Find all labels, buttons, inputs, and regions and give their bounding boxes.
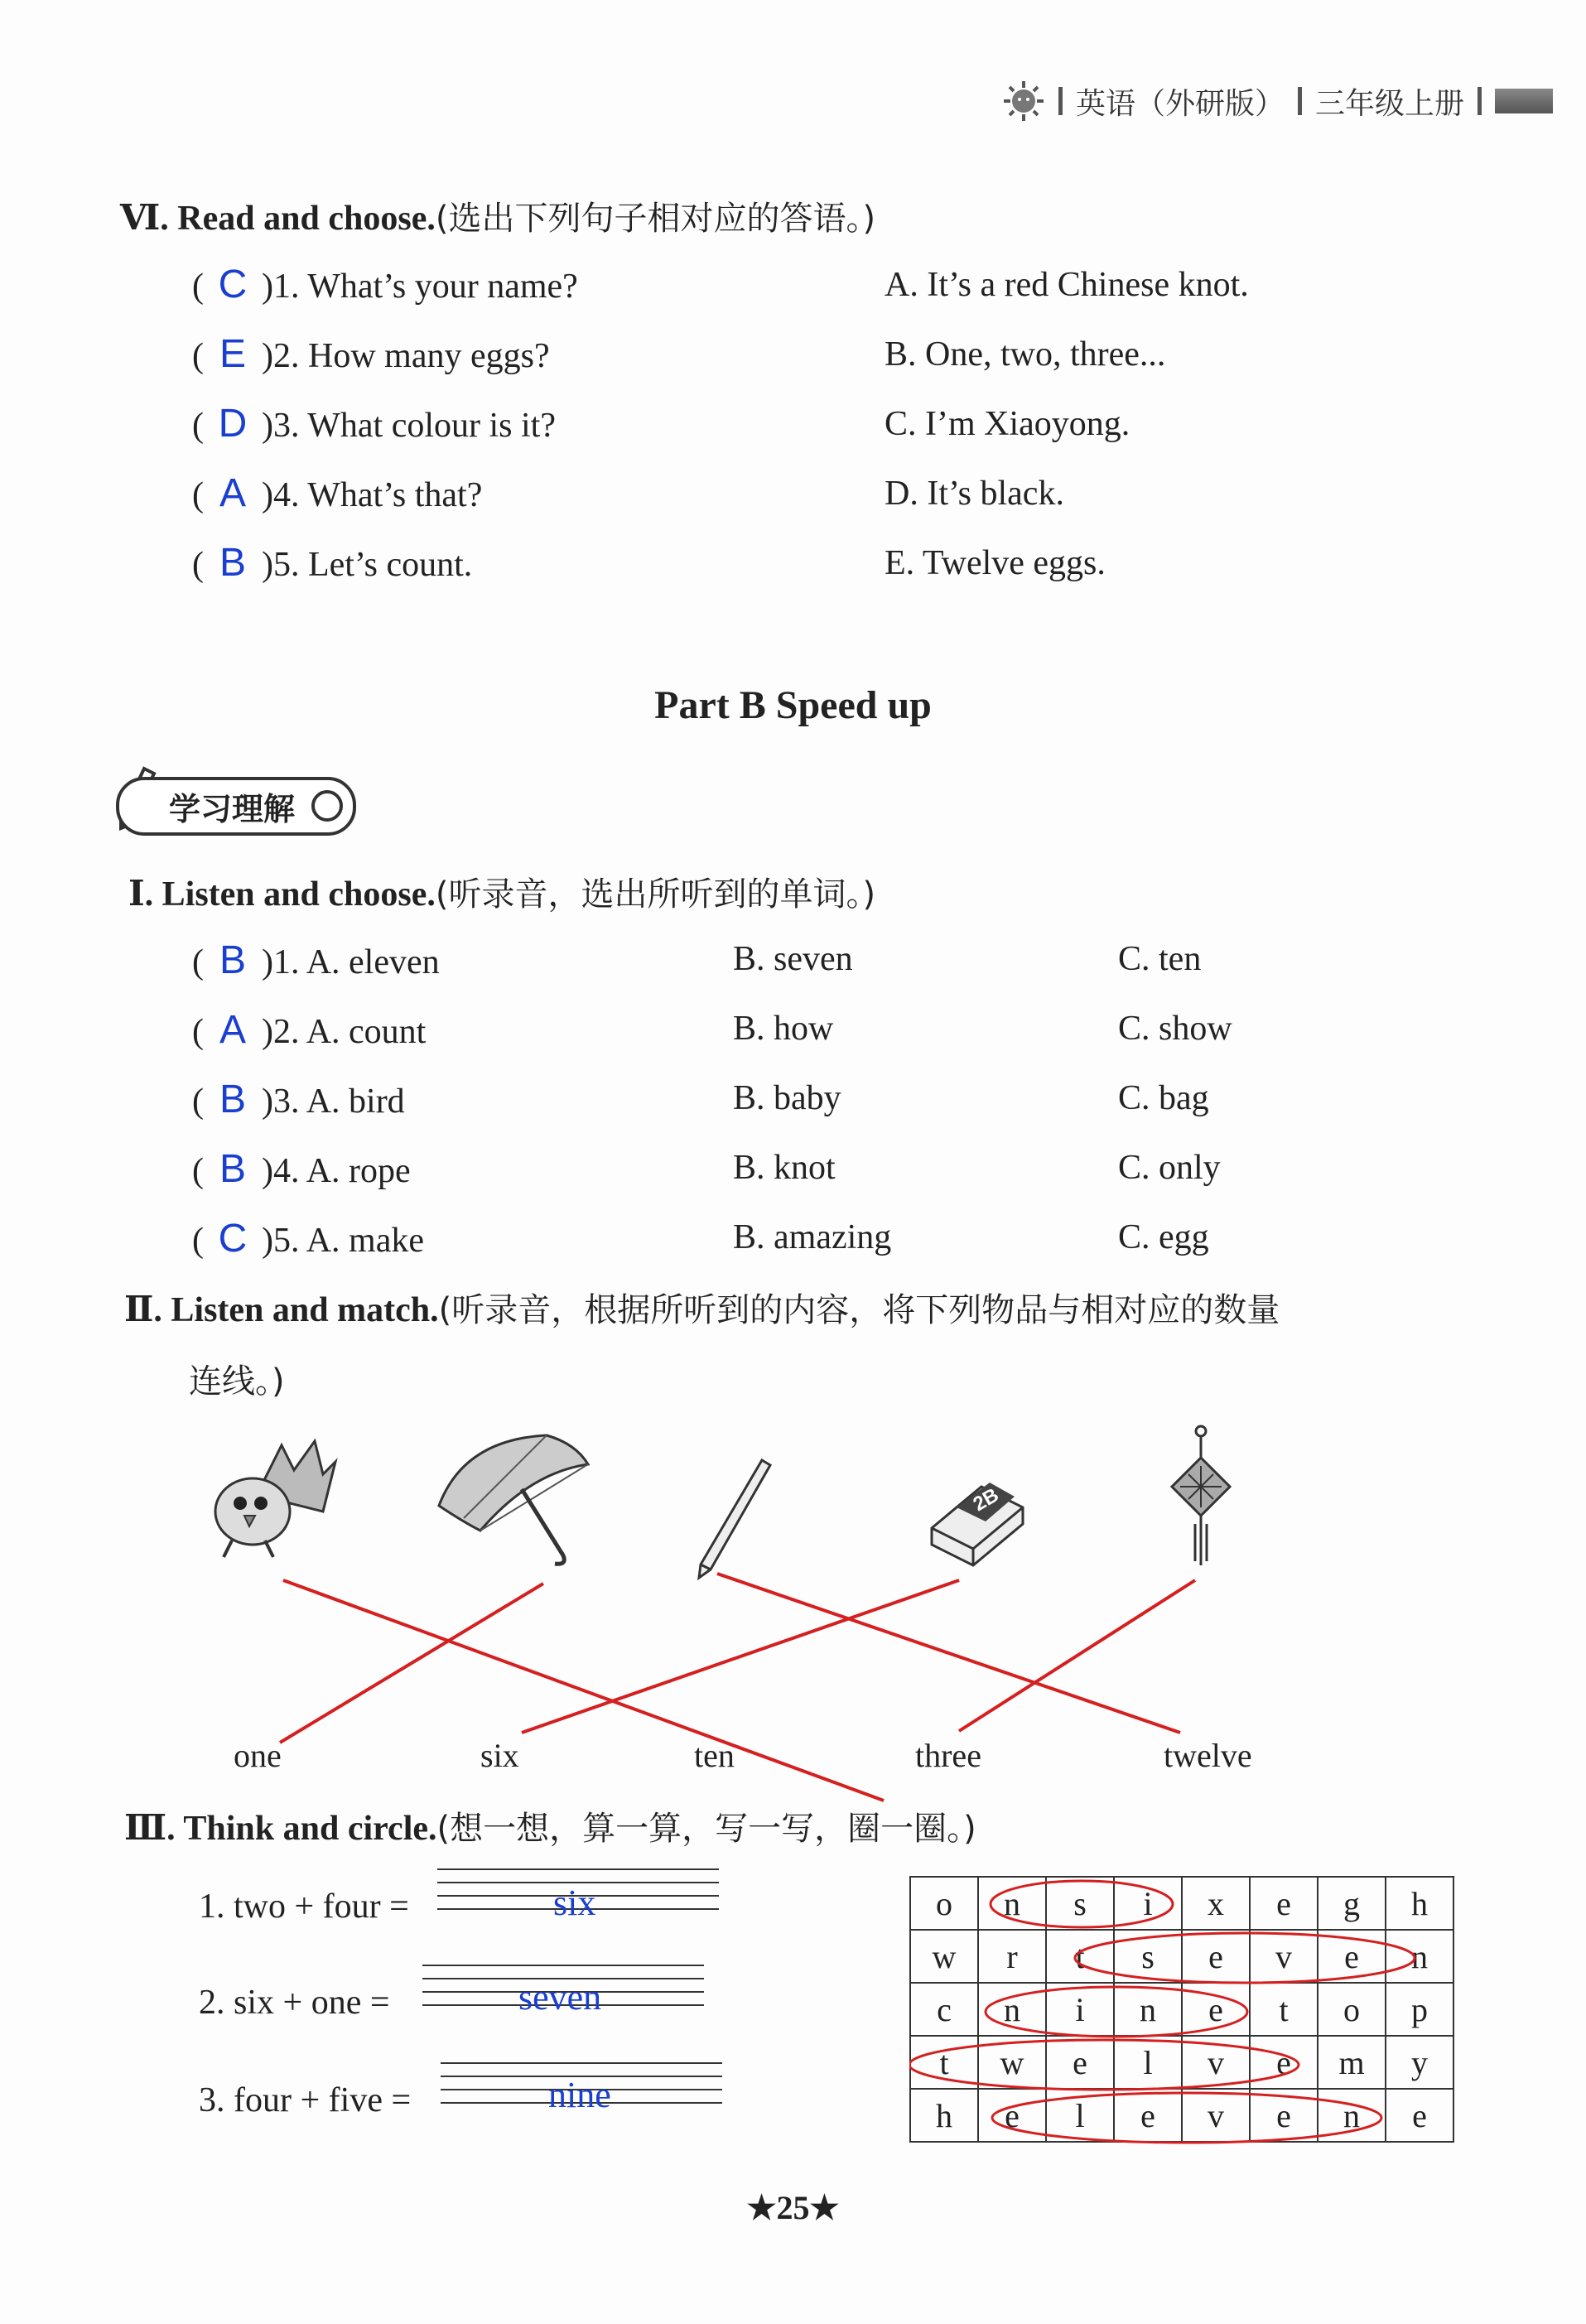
grid-cell: r bbox=[978, 1930, 1046, 1983]
grid-cell: e bbox=[1250, 2036, 1318, 2089]
grid-cell: i bbox=[1046, 1983, 1114, 2036]
grid-cell: l bbox=[1046, 2089, 1114, 2142]
s6-question-5: ( B )5. Let’s count. bbox=[192, 541, 473, 585]
section2-title-en: Ⅱ. Listen and match. bbox=[124, 1291, 439, 1329]
s1-q3-option-b: B. baby bbox=[733, 1079, 841, 1117]
answer: C bbox=[218, 1217, 248, 1261]
grid-cell: t bbox=[1046, 1930, 1114, 1983]
s1-q1-option-b: B. seven bbox=[733, 940, 853, 978]
number-six: six bbox=[480, 1737, 519, 1774]
s6-question-4: ( A )4. What’s that? bbox=[192, 471, 483, 515]
grid-cell: c bbox=[910, 1983, 978, 2036]
q-num: )3. bbox=[262, 1082, 300, 1121]
s6-question-2: ( E )2. How many eggs? bbox=[192, 332, 550, 376]
s1-q3-option-c: C. bag bbox=[1118, 1079, 1209, 1117]
grid-cell: n bbox=[1318, 2089, 1386, 2142]
answer-3: nine bbox=[548, 2075, 611, 2115]
section3-title-cn: (想一想，算一算，写一写，圈一圈。) bbox=[436, 1810, 976, 1848]
section3-title-en: Ⅲ. Think and circle. bbox=[124, 1810, 437, 1848]
number-twelve: twelve bbox=[1164, 1737, 1252, 1774]
problem-2: 2. six + one = bbox=[199, 1984, 390, 2022]
s6-option-b: B. One, two, three... bbox=[885, 335, 1166, 374]
q-num: )3. bbox=[262, 407, 300, 445]
grid-cell: v bbox=[1182, 2089, 1250, 2142]
answer: C bbox=[218, 263, 248, 306]
s1-question-3: ( B )3. A. bird bbox=[192, 1078, 405, 1121]
q-num: )2. bbox=[262, 337, 300, 375]
grid-cell: s bbox=[1046, 1877, 1114, 1930]
s1-q5-option-c: C. egg bbox=[1118, 1218, 1209, 1256]
grid-cell: o bbox=[1318, 1983, 1386, 2036]
grid-cell: e bbox=[1182, 1983, 1250, 2036]
section1-title-en: Ⅰ. Listen and choose. bbox=[128, 875, 436, 914]
answer: A bbox=[219, 471, 246, 515]
section2-title-cn2: 连线。) bbox=[189, 1362, 285, 1401]
s1-q1-option-c: C. ten bbox=[1118, 940, 1202, 978]
section2-title-cn: (听录音，根据所听到的内容，将下列物品与相对应的数量 bbox=[438, 1291, 1280, 1329]
section6-title-en: Ⅵ. Read and choose. bbox=[120, 200, 436, 238]
q-num: )4. bbox=[262, 476, 300, 514]
grid-cell: p bbox=[1386, 1983, 1453, 2036]
answer: D bbox=[218, 402, 248, 446]
grid-cell: e bbox=[1250, 1877, 1318, 1930]
number-three: three bbox=[915, 1737, 981, 1774]
q-text: What’s your name? bbox=[307, 268, 578, 306]
s6-option-e: E. Twelve eggs. bbox=[885, 544, 1106, 582]
match-line-knot bbox=[959, 1580, 1195, 1731]
grid-cell: t bbox=[1250, 1983, 1318, 2036]
match-line-umbrella bbox=[280, 1584, 543, 1743]
grade-label: 三年级上册 bbox=[1314, 86, 1464, 121]
grid-cell: g bbox=[1318, 1877, 1386, 1930]
option-a: A. bird bbox=[306, 1082, 405, 1121]
eraser-label: 2B bbox=[969, 1483, 1003, 1516]
option-a: A. eleven bbox=[306, 943, 440, 981]
q-num: )1. bbox=[262, 268, 300, 306]
grid-cell: w bbox=[978, 2036, 1046, 2089]
number-ten: ten bbox=[694, 1737, 735, 1774]
section6-title-cn: (选出下列句子相对应的答语。) bbox=[435, 200, 876, 238]
grid-cell: n bbox=[978, 1983, 1046, 2036]
grid-cell: e bbox=[1250, 2089, 1318, 2142]
word-circles bbox=[909, 1876, 1473, 2149]
grid-cell: e bbox=[1318, 1930, 1386, 1983]
option-a: A. make bbox=[306, 1222, 424, 1260]
s6-question-3: ( D )3. What colour is it? bbox=[192, 402, 556, 446]
section1-title-cn: (听录音，选出所听到的单词。) bbox=[435, 875, 876, 914]
s1-question-2: ( A )2. A. count bbox=[192, 1008, 427, 1052]
match-line-eraser bbox=[522, 1580, 959, 1733]
q-num: )5. bbox=[262, 546, 300, 584]
answer-1: six bbox=[553, 1883, 596, 1923]
q-num: )5. bbox=[262, 1222, 300, 1260]
number-one: one bbox=[234, 1737, 282, 1774]
grid-cell: e bbox=[1386, 2089, 1453, 2142]
match-line-pencil bbox=[717, 1574, 1180, 1733]
grid-cell: t bbox=[910, 2036, 978, 2089]
grid-cell: e bbox=[1114, 2089, 1182, 2142]
q-text: Let’s count. bbox=[308, 546, 473, 584]
s1-q4-option-b: B. knot bbox=[733, 1149, 836, 1187]
s1-q2-option-b: B. how bbox=[733, 1010, 834, 1048]
grid-cell: h bbox=[910, 2089, 978, 2142]
problem-1: 1. two + four = bbox=[199, 1888, 409, 1926]
q-num: )2. bbox=[262, 1013, 300, 1051]
q-num: )1. bbox=[262, 943, 300, 981]
grid-cell: o bbox=[910, 1877, 978, 1930]
grid-cell: n bbox=[1386, 1930, 1453, 1983]
s1-question-1: ( B )1. A. eleven bbox=[192, 938, 440, 982]
grid-cell: n bbox=[1114, 1983, 1182, 2036]
s6-question-1: ( C )1. What’s your name? bbox=[192, 263, 578, 306]
q-num: )4. bbox=[262, 1152, 300, 1190]
option-a: A. count bbox=[306, 1013, 427, 1051]
grid-cell: l bbox=[1114, 2036, 1182, 2089]
s1-question-4: ( B )4. A. rope bbox=[192, 1147, 411, 1191]
circle-six bbox=[991, 1881, 1173, 1927]
answer: E bbox=[219, 332, 246, 376]
grid-cell: v bbox=[1182, 2036, 1250, 2089]
badge-label: 学习理解 bbox=[169, 790, 296, 827]
option-a: A. rope bbox=[306, 1152, 411, 1190]
part-b-title: Part B Speed up bbox=[654, 683, 932, 727]
q-text: What colour is it? bbox=[307, 407, 556, 445]
circle-twelve bbox=[909, 2040, 1299, 2090]
s1-q2-option-c: C. show bbox=[1118, 1010, 1232, 1048]
answer: B bbox=[219, 938, 246, 982]
problem-3: 3. four + five = bbox=[199, 2081, 412, 2119]
q-text: How many eggs? bbox=[308, 337, 550, 375]
grid-cell: v bbox=[1250, 1930, 1318, 1983]
match-line-bird bbox=[283, 1580, 884, 1801]
grid-cell: y bbox=[1386, 2036, 1453, 2089]
answer: B bbox=[219, 541, 246, 585]
answer: B bbox=[219, 1078, 246, 1121]
grid-cell: e bbox=[1046, 2036, 1114, 2089]
q-text: What’s that? bbox=[307, 476, 483, 514]
answer-2: seven bbox=[518, 1977, 602, 2018]
s6-option-c: C. I’m Xiaoyong. bbox=[885, 405, 1130, 443]
s6-option-a: A. It’s a red Chinese knot. bbox=[885, 266, 1249, 304]
grid-cell: m bbox=[1318, 2036, 1386, 2089]
grid-cell: e bbox=[1182, 1930, 1250, 1983]
circle-seven bbox=[1075, 1933, 1415, 1983]
answer: B bbox=[219, 1147, 246, 1191]
s6-option-d: D. It’s black. bbox=[885, 475, 1064, 513]
grid-cell: w bbox=[910, 1930, 978, 1983]
subject-label: 英语（外研版） bbox=[1075, 86, 1285, 121]
s1-q4-option-c: C. only bbox=[1118, 1149, 1221, 1187]
grid-cell: x bbox=[1182, 1877, 1250, 1930]
page-number: ★25★ bbox=[746, 2189, 840, 2226]
s1-question-5: ( C )5. A. make bbox=[192, 1217, 424, 1261]
s1-q5-option-b: B. amazing bbox=[733, 1218, 892, 1256]
grid-cell: e bbox=[978, 2089, 1046, 2142]
circle-eleven bbox=[992, 2093, 1381, 2143]
circle-nine bbox=[986, 1987, 1247, 2037]
section3-title bbox=[124, 1802, 976, 1849]
grid-cell: s bbox=[1114, 1930, 1182, 1983]
grid-cell: i bbox=[1114, 1877, 1182, 1930]
answer: A bbox=[219, 1008, 246, 1052]
grid-cell: h bbox=[1386, 1877, 1453, 1930]
grid-cell: n bbox=[978, 1877, 1046, 1930]
